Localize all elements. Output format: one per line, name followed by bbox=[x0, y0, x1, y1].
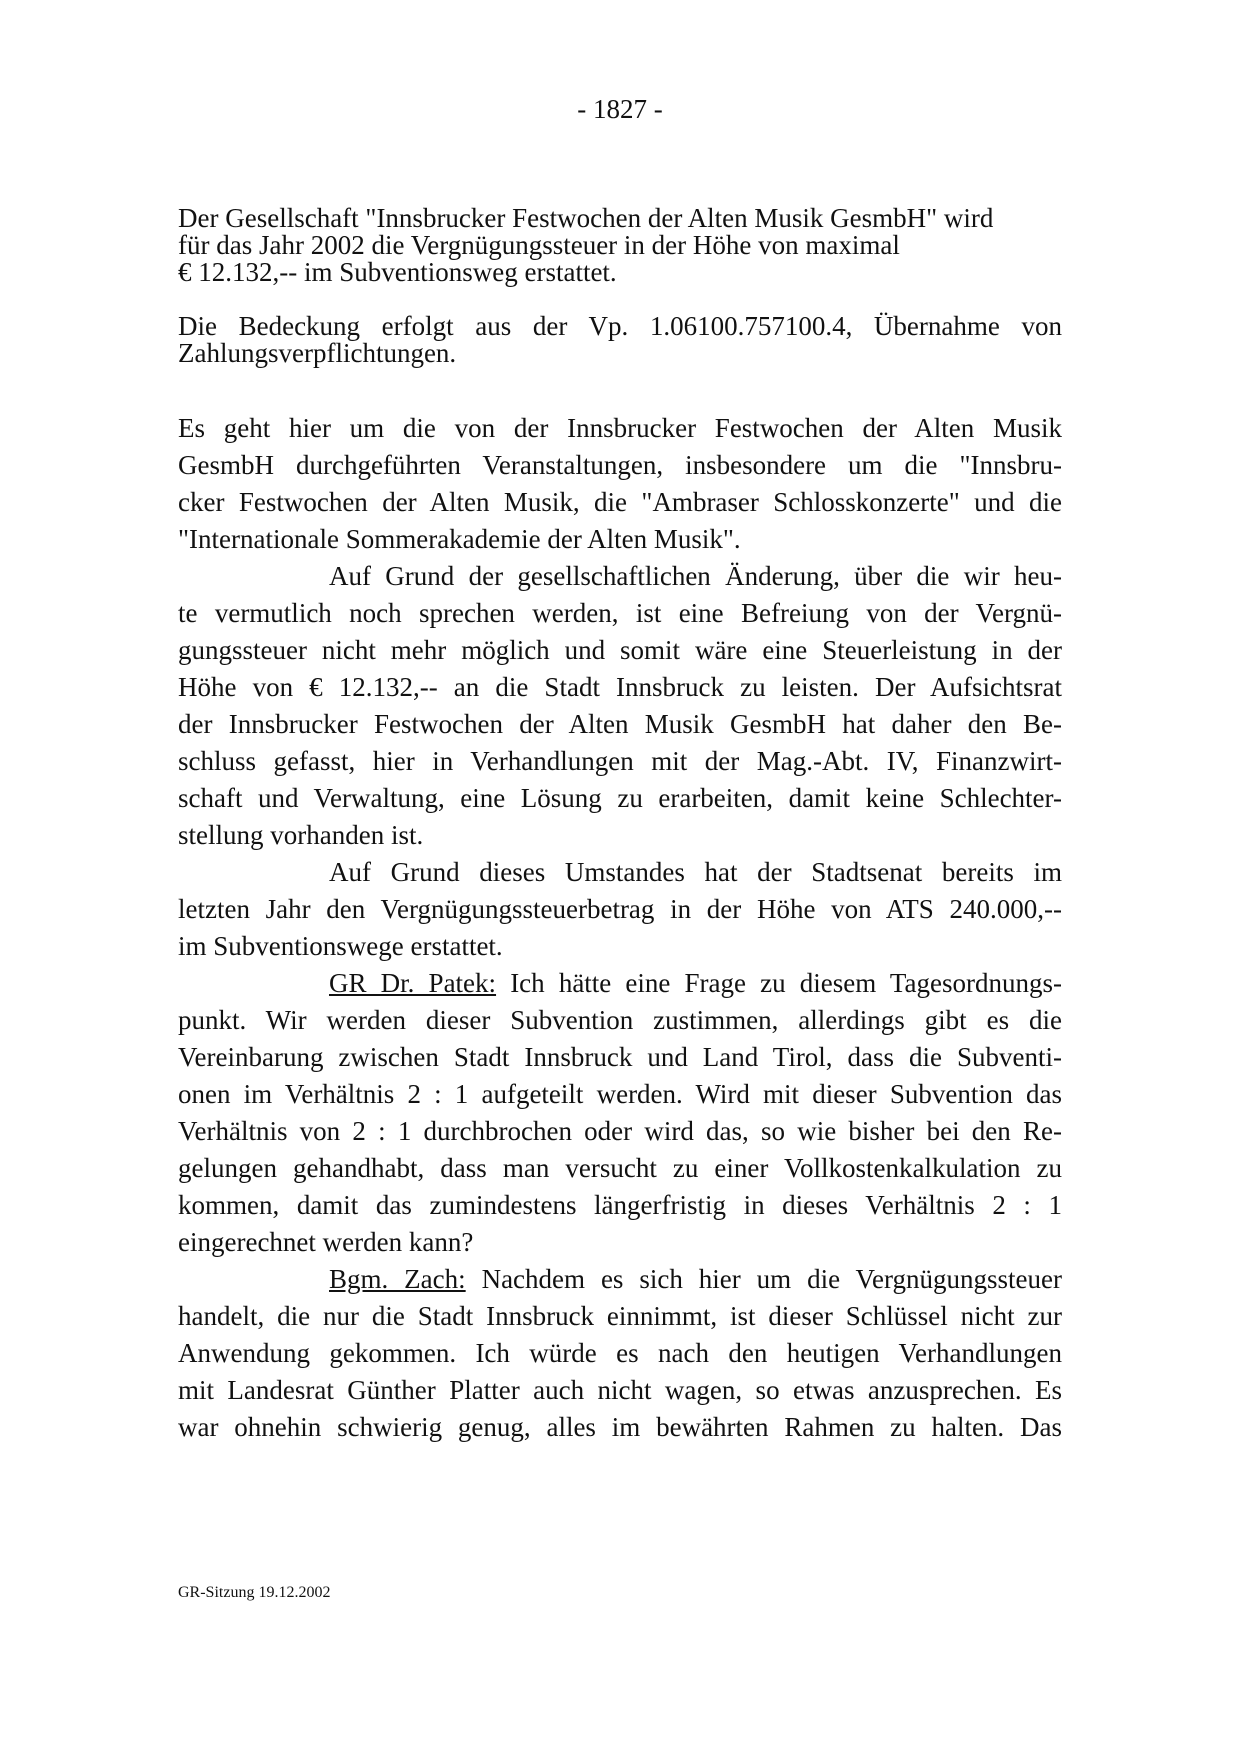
text-line: "Internationale Sommerakademie der Alten Musik". bbox=[178, 524, 741, 554]
paragraph-intro bbox=[178, 410, 1062, 558]
text-line: GesmbH durchgeführten Veranstaltungen, insbesondere um die "Innsbru- bbox=[178, 450, 1062, 480]
text-line bbox=[178, 1261, 1062, 1298]
text-line: Die Bedeckung erfolgt aus der Vp. 1.06100.757100.4, Übernahme von bbox=[178, 311, 1062, 341]
text-line: im Subventionswege erstattet. bbox=[178, 931, 503, 961]
text-line: Vereinbarung zwischen Stadt Innsbruck und Land Tirol, dass die Subventi- bbox=[178, 1042, 1062, 1072]
text-line: Es geht hier um die von der Innsbrucker Festwochen der Alten Musik bbox=[178, 413, 1062, 443]
speaker-name: Bgm. Zach: bbox=[329, 1264, 466, 1294]
footer-session-label: GR-Sitzung 19.12.2002 bbox=[178, 1584, 331, 1601]
text-line: Zahlungsverpflichtungen. bbox=[178, 338, 457, 368]
text-line: für das Jahr 2002 die Vergnügungssteuer in der Höhe von maximal bbox=[178, 230, 900, 260]
text-line: cker Festwochen der Alten Musik, die "Ambraser Schlosskonzerte" und die bbox=[178, 487, 1062, 517]
text-line: Anwendung gekommen. Ich würde es nach den heutigen Verhandlungen bbox=[178, 1338, 1062, 1368]
paragraph-amendment bbox=[178, 558, 1062, 854]
paragraph-patek bbox=[178, 965, 1062, 1261]
text-line: letzten Jahr den Vergnügungssteuerbetrag in der Höhe von ATS 240.000,-- bbox=[178, 894, 1062, 924]
text-line: mit Landesrat Günther Platter auch nicht wagen, so etwas anzusprechen. Es bbox=[178, 1375, 1062, 1405]
paragraph-stadtsenat bbox=[178, 854, 1062, 965]
text-line bbox=[178, 965, 1062, 1002]
text-line: schluss gefasst, hier in Verhandlungen mit der Mag.-Abt. IV, Finanzwirt- bbox=[178, 746, 1062, 776]
text-line: schaft und Verwaltung, eine Lösung zu erarbeiten, damit keine Schlechter- bbox=[178, 783, 1062, 813]
text-line: punkt. Wir werden dieser Subvention zustimmen, allerdings gibt es die bbox=[178, 1005, 1062, 1035]
resolution-paragraph-1 bbox=[178, 205, 1062, 286]
text-line: eingerechnet werden kann? bbox=[178, 1227, 474, 1257]
text-line: handelt, die nur die Stadt Innsbruck einnimmt, ist dieser Schlüssel nicht zur bbox=[178, 1301, 1062, 1331]
main-text bbox=[178, 410, 1062, 1446]
text-line: kommen, damit das zumindestens längerfristig in dieses Verhältnis 2 : 1 bbox=[178, 1190, 1062, 1220]
resolution-paragraph-2 bbox=[178, 313, 1062, 367]
text-line: gungssteuer nicht mehr möglich und somit wäre eine Steuerleistung in der bbox=[178, 635, 1062, 665]
paragraph-zach bbox=[178, 1261, 1062, 1446]
text-line: Auf Grund dieses Umstandes hat der Stadtsenat bereits im bbox=[329, 857, 1062, 887]
page-number: - 1827 - bbox=[577, 94, 663, 124]
text-line: te vermutlich noch sprechen werden, ist eine Befreiung von der Vergnü- bbox=[178, 598, 1062, 628]
text-line: onen im Verhältnis 2 : 1 aufgeteilt werden. Wird mit dieser Subvention das bbox=[178, 1079, 1062, 1109]
speech-text: Nachdem es sich hier um die Vergnügungssteuer bbox=[465, 1264, 1062, 1294]
speech-text: Ich hätte eine Frage zu diesem Tagesordnungs- bbox=[496, 968, 1063, 998]
text-line: der Innsbrucker Festwochen der Alten Musik GesmbH hat daher den Be- bbox=[178, 709, 1062, 739]
text-line: Der Gesellschaft "Innsbrucker Festwochen der Alten Musik GesmbH" wird bbox=[178, 203, 994, 233]
text-line: Höhe von € 12.132,-- an die Stadt Innsbruck zu leisten. Der Aufsichtsrat bbox=[178, 672, 1062, 702]
text-line: Auf Grund der gesellschaftlichen Änderung, über die wir heu- bbox=[329, 561, 1062, 591]
text-line: war ohnehin schwierig genug, alles im bewährten Rahmen zu halten. Das bbox=[178, 1412, 1062, 1442]
speaker-name: GR Dr. Patek: bbox=[329, 968, 497, 998]
text-line: gelungen gehandhabt, dass man versucht zu einer Vollkostenkalkulation zu bbox=[178, 1153, 1062, 1183]
text-line: € 12.132,-- im Subventionsweg erstattet. bbox=[178, 257, 617, 287]
text-line: Verhältnis von 2 : 1 durchbrochen oder wird das, so wie bisher bei den Re- bbox=[178, 1116, 1062, 1146]
text-line: stellung vorhanden ist. bbox=[178, 820, 424, 850]
